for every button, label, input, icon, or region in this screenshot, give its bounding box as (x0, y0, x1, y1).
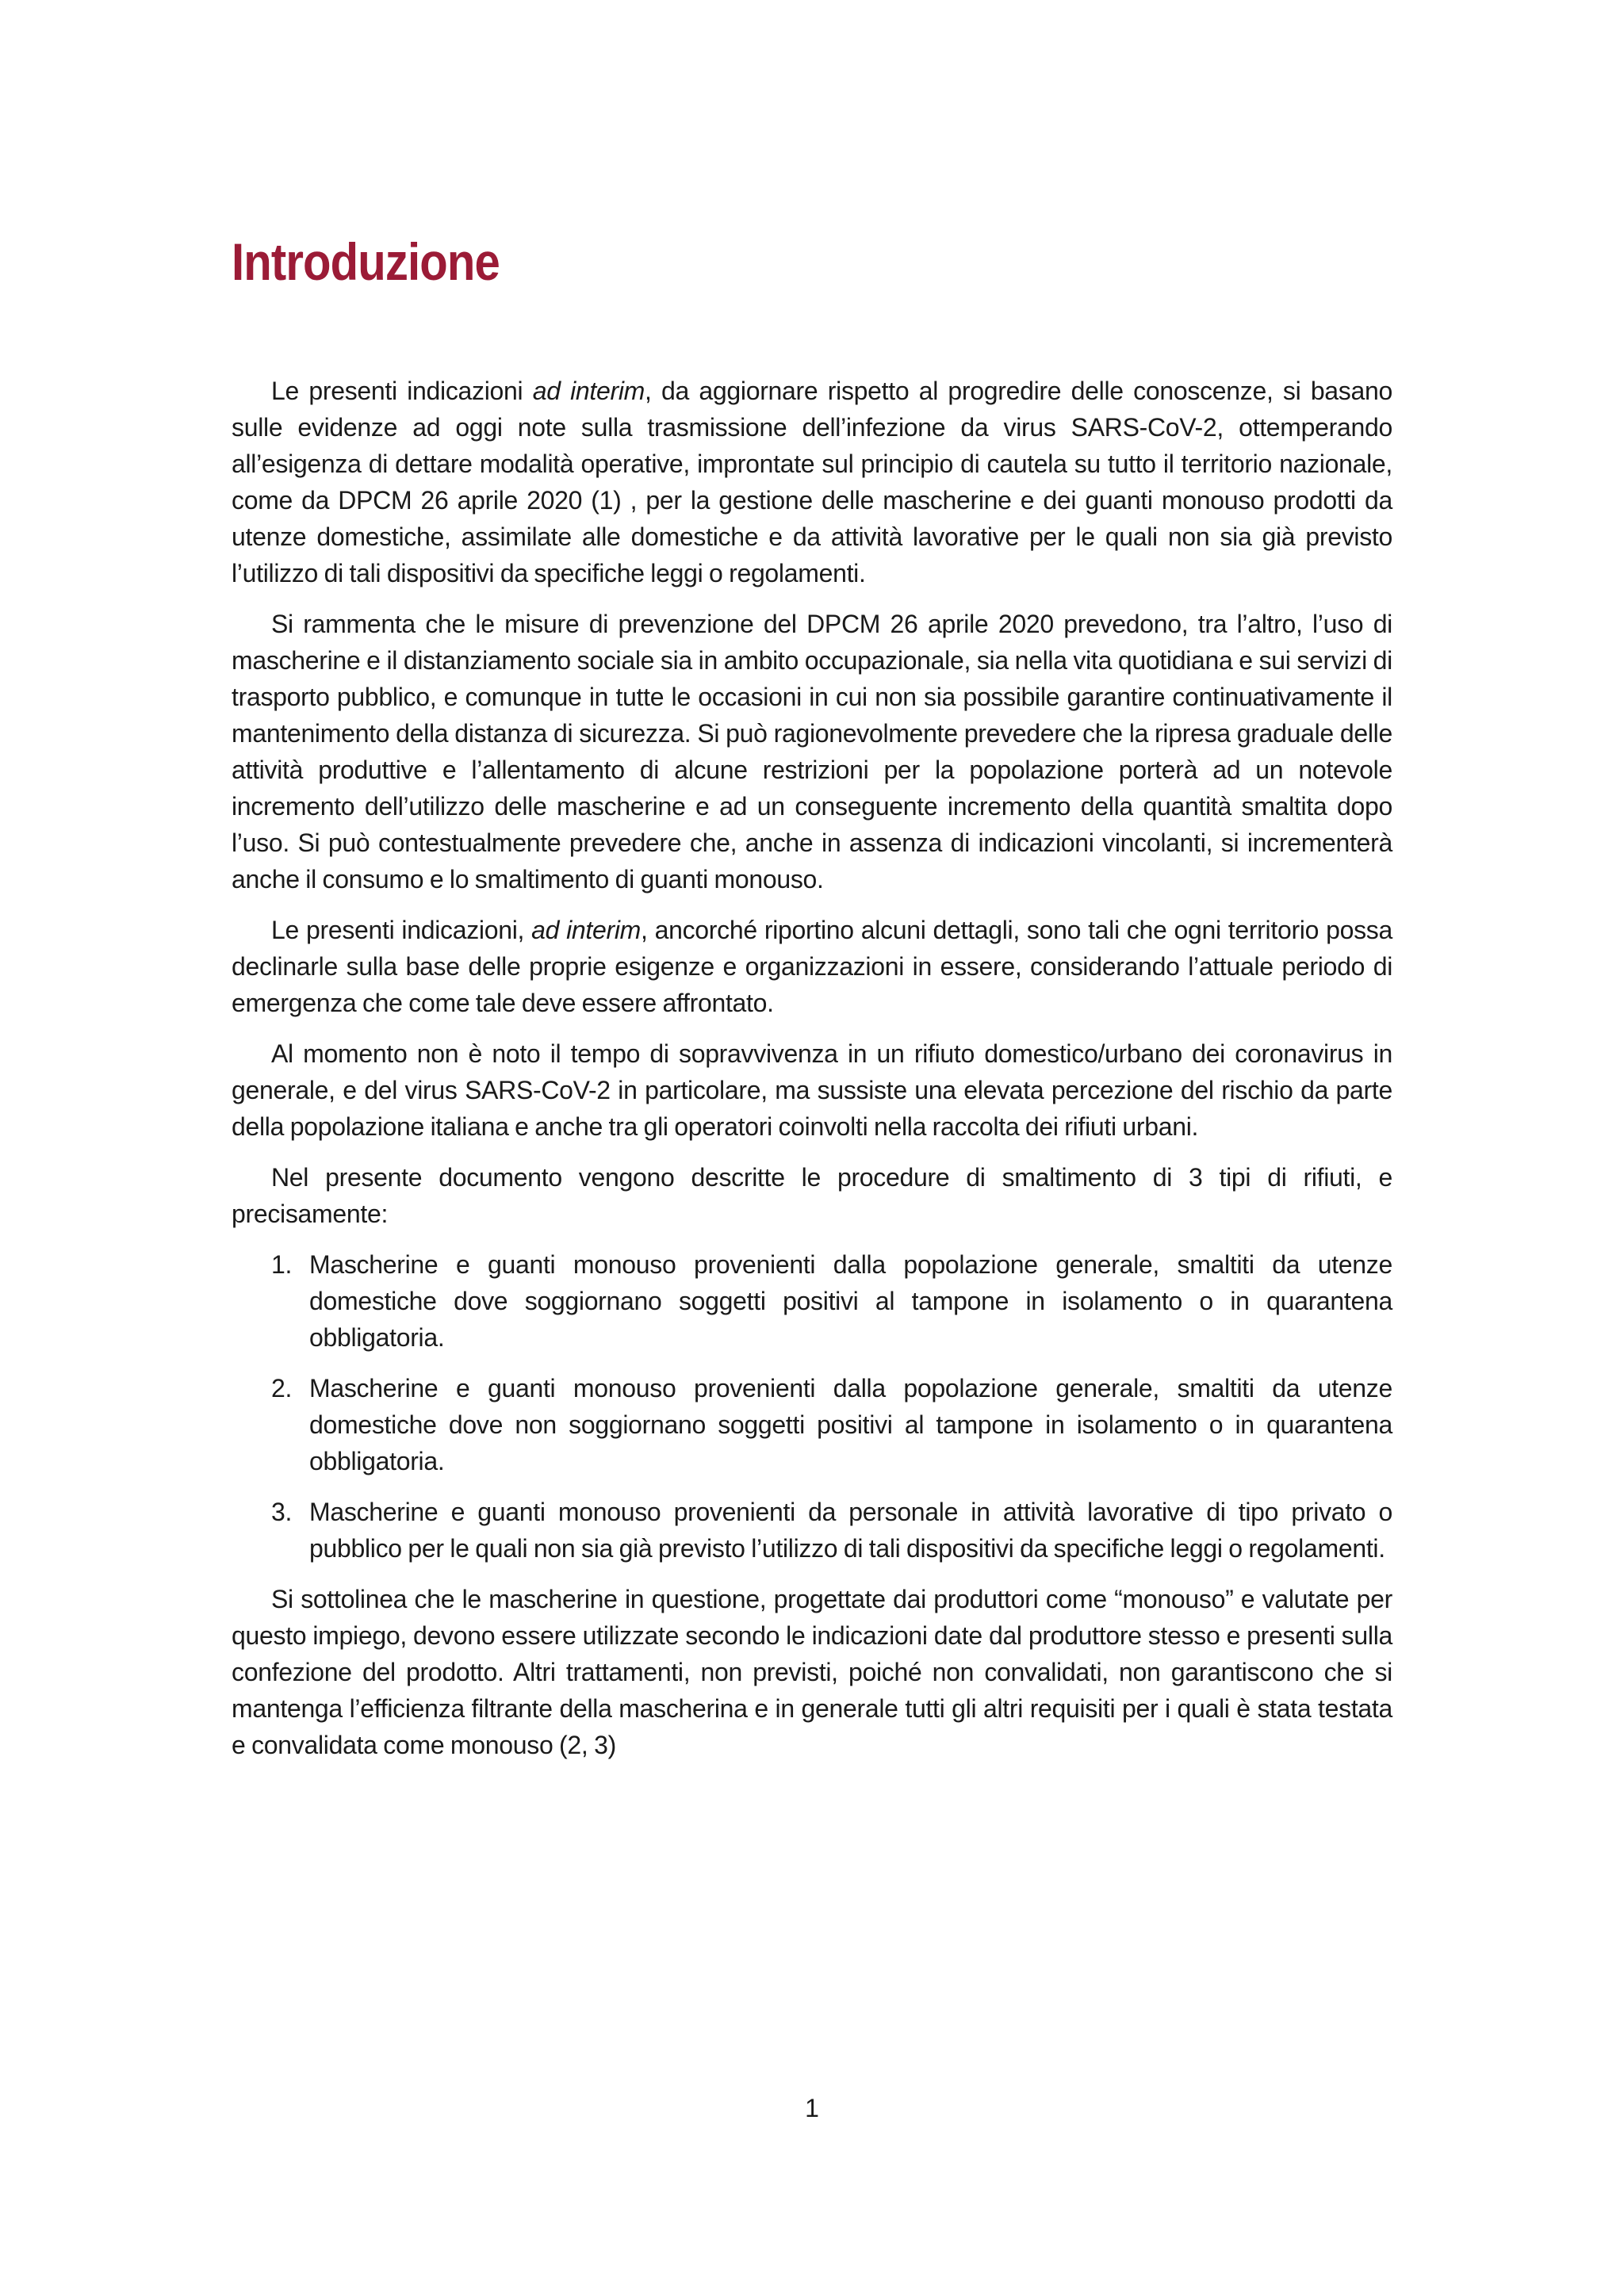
document-body (232, 373, 1392, 1777)
list-item (232, 1246, 1392, 1356)
waste-types-list (232, 1246, 1392, 1567)
list-item (232, 1494, 1392, 1567)
paragraph-3-text-end: , ancorché riportino alcuni dettagli, sono tali che ogni territorio possa declinarle sulla base delle proprie esigenze e organizzazioni in essere, considerando l’attuale periodo di emergenza che come tale deve essere affrontato. (232, 916, 1392, 1017)
paragraph-3-text-start: Le presenti indicazioni, (271, 916, 532, 944)
paragraph-1 (232, 373, 1392, 591)
list-item (232, 1370, 1392, 1479)
list-item-text: Mascherine e guanti monouso provenienti da personale in attività lavorative di tipo privato o pubblico per le quali non sia già previsto l’utilizzo di tali dispositivi da specifiche leggi o regolamenti. (309, 1498, 1392, 1563)
paragraph-3-italic: ad interim (531, 916, 642, 944)
paragraph-5: Nel presente documento vengono descritte le procedure di smaltimento di 3 tipi di rifiuti, e precisamente: (232, 1163, 1392, 1228)
list-item-number: 1. (271, 1250, 293, 1279)
page-title: Introduzione (232, 232, 500, 291)
list-item-number: 2. (271, 1374, 293, 1402)
list-item-text: Mascherine e guanti monouso provenienti dalla popolazione generale, smaltiti da utenze domestiche dove soggiornano soggetti positivi al tampone in isolamento o in quarantena obbligatoria. (309, 1250, 1392, 1352)
list-item-text: Mascherine e guanti monouso provenienti dalla popolazione generale, smaltiti da utenze domestiche dove non soggiornano soggetti positivi al tampone in isolamento o in quarantena obbligatoria. (309, 1374, 1392, 1475)
paragraph-4: Al momento non è noto il tempo di sopravvivenza in un rifiuto domestico/urbano dei coronavirus in generale, e del virus SARS-CoV-2 in particolare, ma sussiste una elevata percezione del rischio da parte della popolazione italiana e anche tra gli operatori coinvolti nella raccolta dei rifiuti urbani. (232, 1039, 1392, 1141)
paragraph-1-italic: ad interim (532, 377, 645, 405)
paragraph-1-text-start: Le presenti indicazioni (271, 377, 533, 405)
paragraph-1-text-end: , da aggiornare rispetto al progredire delle conoscenze, si basano sulle evidenze ad oggi note sulla trasmissione dell’infezione da virus SARS-CoV-2, ottemperando all’esigenza di dettare modalità operative, improntate sul principio di cautela su tutto il territorio nazionale, come da DPCM 26 aprile 2020 (1) , per la gestione delle mascherine e dei guanti monouso prodotti da utenze domestiche, assimilate alle domestiche e da attività lavorative per le quali non sia già previsto l’utilizzo di tali dispositivi da specifiche leggi o regolamenti. (232, 377, 1392, 587)
list-item-number: 3. (271, 1498, 293, 1526)
page-number: 1 (805, 2094, 819, 2122)
paragraph-2: Si rammenta che le misure di prevenzione del DPCM 26 aprile 2020 prevedono, tra l’altro, l’uso di mascherine e il distanziamento sociale sia in ambito occupazionale, sia nella vita quotidiana e sui servizi di trasporto pubblico, e comunque in tutte le occasioni in cui non sia possibile garantire continuativamente il mantenimento della distanza di sicurezza. Si può ragionevolmente prevedere che la ripresa graduale delle attività produttive e l’allentamento di alcune restrizioni per la popolazione porterà ad un notevole incremento dell’utilizzo delle mascherine e ad un conseguente incremento della quantità smaltita dopo l’uso. Si può contestualmente prevedere che, anche in assenza di indicazioni vincolanti, si incrementerà anche il consumo e lo smaltimento di guanti monouso. (232, 610, 1392, 894)
closing-paragraph: Si sottolinea che le mascherine in questione, progettate dai produttori come “monouso” e valutate per questo impiego, devono essere utilizzate secondo le indicazioni date dal produttore stesso e presenti sulla confezione del prodotto. Altri trattamenti, non previsti, poiché non convalidati, non garantiscono che si mantenga l’efficienza filtrante della mascherina e in generale tutti gli altri requisiti per i quali è stata testata e convalidata come monouso (2, 3) (232, 1585, 1392, 1759)
paragraph-3 (232, 912, 1392, 1021)
